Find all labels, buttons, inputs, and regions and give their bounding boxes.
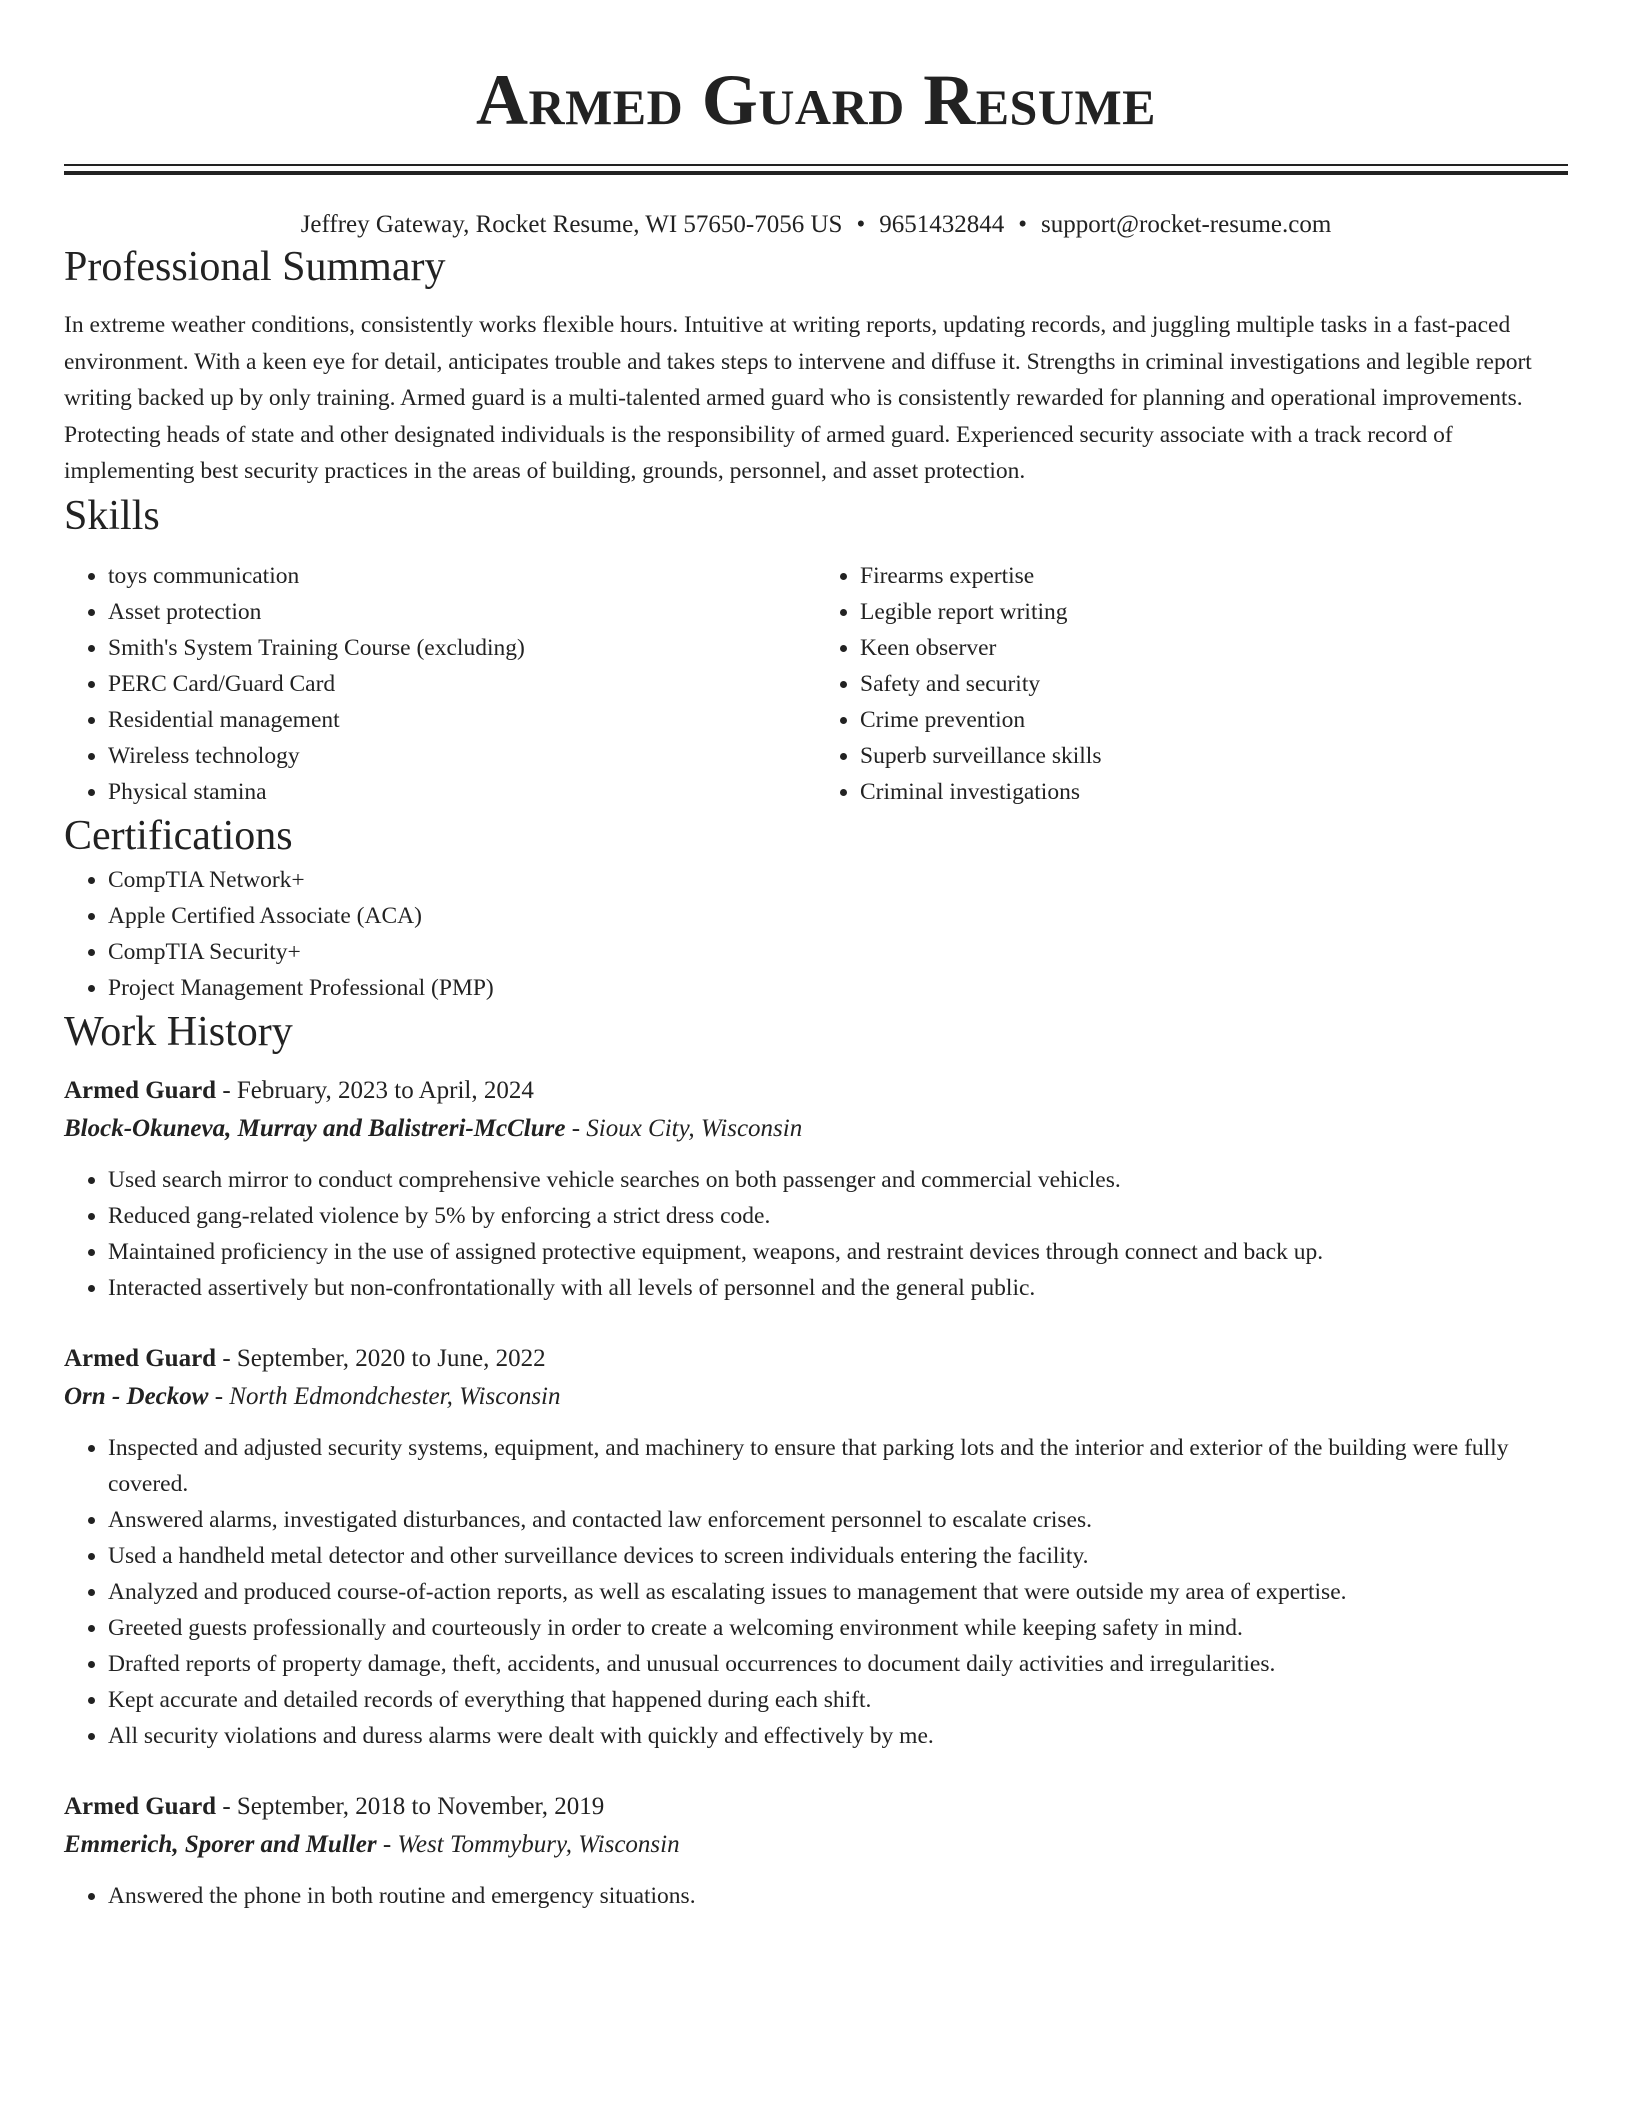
contact-line bbox=[64, 209, 1568, 241]
job-entry bbox=[64, 1788, 1568, 1914]
skill-item: • Wireless technology bbox=[108, 738, 816, 774]
skills-heading: Skills bbox=[64, 492, 160, 539]
job-duty: • Used search mirror to conduct comprehensive vehicle searches on both passenger and commercial vehicles. bbox=[108, 1162, 1568, 1198]
work-history-heading: Work History bbox=[64, 1008, 293, 1055]
job-duty: • Greeted guests professionally and courteously in order to create a welcoming environment while keeping safety in mind. bbox=[108, 1610, 1568, 1646]
job-duties-list bbox=[64, 1430, 1568, 1754]
job-duty: • Interacted assertively but non-confrontationally with all levels of personnel and the general public. bbox=[108, 1270, 1568, 1306]
job-dates: - September, 2020 to June, 2022 bbox=[216, 1344, 546, 1372]
job-duty: • Maintained proficiency in the use of assigned protective equipment, weapons, and restraint devices through connect and back up. bbox=[108, 1234, 1568, 1270]
contact-phone: 9651432844 bbox=[879, 211, 1005, 238]
job-duties-list bbox=[64, 1878, 1568, 1914]
job-location: - North Edmondchester, Wisconsin bbox=[208, 1382, 561, 1410]
skill-item: • Keen observer bbox=[860, 630, 1568, 666]
skills-list-right bbox=[816, 558, 1568, 810]
job-title-line bbox=[64, 1788, 1568, 1826]
certification-item: • Project Management Professional (PMP) bbox=[108, 970, 1568, 1006]
certification-item: • CompTIA Network+ bbox=[108, 862, 1568, 898]
skill-item: • toys communication bbox=[108, 558, 816, 594]
job-entry bbox=[64, 1340, 1568, 1754]
certifications-list bbox=[64, 862, 1568, 1006]
contact-email: support@rocket-resume.com bbox=[1041, 211, 1332, 238]
job-role: Armed Guard bbox=[64, 1792, 217, 1820]
contact-separator: • bbox=[856, 211, 866, 238]
job-company-line bbox=[64, 1826, 1568, 1864]
skill-item: • Asset protection bbox=[108, 594, 816, 630]
skills-grid bbox=[64, 558, 1568, 810]
job-location: - West Tommybury, Wisconsin bbox=[376, 1830, 680, 1858]
certifications-heading: Certifications bbox=[64, 812, 293, 859]
skill-item: • Smith's System Training Course (excluding) bbox=[108, 630, 816, 666]
title-double-rule bbox=[64, 164, 1568, 175]
job-role: Armed Guard bbox=[64, 1344, 217, 1372]
skill-item: • Crime prevention bbox=[860, 702, 1568, 738]
job-dates: - September, 2018 to November, 2019 bbox=[216, 1792, 605, 1820]
job-duty: • Inspected and adjusted security systems, equipment, and machinery to ensure that parking lots and the interior and exterior of the building were fully covered. bbox=[108, 1430, 1568, 1502]
job-company-line bbox=[64, 1110, 1568, 1148]
skills-list-left bbox=[64, 558, 816, 810]
job-location: - Sioux City, Wisconsin bbox=[565, 1114, 803, 1142]
job-duty: • Used a handheld metal detector and other surveillance devices to screen individuals entering the facility. bbox=[108, 1538, 1568, 1574]
job-title-line bbox=[64, 1340, 1568, 1378]
job-duty: • Drafted reports of property damage, theft, accidents, and unusual occurrences to document daily activities and irregularities. bbox=[108, 1646, 1568, 1682]
summary-text: In extreme weather conditions, consistently works flexible hours. Intuitive at writing reports, updating records, and juggling multiple tasks in a fast-paced environment. With a keen eye for detail, anticipates trouble and takes steps to intervene and diffuse it. Strengths in criminal investigations and legible report writing backed up by only training. Armed guard is a multi-talented armed guard who is consistently rewarded for planning and operational improvements. Protecting heads of state and other designated individuals is the responsibility of armed guard. Experienced security associate with a track record of implementing best security practices in the areas of building, grounds, personnel, and asset protection. bbox=[64, 312, 1532, 484]
skill-item: • Criminal investigations bbox=[860, 774, 1568, 810]
resume-title: Armed Guard Resume bbox=[476, 60, 1156, 140]
job-role: Armed Guard bbox=[64, 1076, 217, 1104]
job-company-line bbox=[64, 1378, 1568, 1416]
job-company: Emmerich, Sporer and Muller bbox=[64, 1830, 377, 1858]
certification-item: • Apple Certified Associate (ACA) bbox=[108, 898, 1568, 934]
job-duty: • Answered alarms, investigated disturbances, and contacted law enforcement personnel to escalate crises. bbox=[108, 1502, 1568, 1538]
skill-item: • Superb surveillance skills bbox=[860, 738, 1568, 774]
skill-item: • Legible report writing bbox=[860, 594, 1568, 630]
contact-separator: • bbox=[1018, 211, 1027, 238]
job-title-line bbox=[64, 1072, 1568, 1110]
skill-item: • Firearms expertise bbox=[860, 558, 1568, 594]
summary-heading: Professional Summary bbox=[64, 244, 446, 290]
skill-item: • Safety and security bbox=[860, 666, 1568, 702]
job-duty: • All security violations and duress alarms were dealt with quickly and effectively by me. bbox=[108, 1718, 1568, 1754]
certification-item: • CompTIA Security+ bbox=[108, 934, 1568, 970]
skill-item: • Residential management bbox=[108, 702, 816, 738]
job-duty: • Kept accurate and detailed records of everything that happened during each shift. bbox=[108, 1682, 1568, 1718]
contact-address: Jeffrey Gateway, Rocket Resume, WI 57650-7056 US bbox=[300, 211, 843, 238]
job-company: Orn - Deckow bbox=[64, 1382, 209, 1410]
job-duties-list bbox=[64, 1162, 1568, 1306]
job-duty: • Answered the phone in both routine and emergency situations. bbox=[108, 1878, 1568, 1914]
job-duty: • Reduced gang-related violence by 5% by enforcing a strict dress code. bbox=[108, 1198, 1568, 1234]
job-dates: - February, 2023 to April, 2024 bbox=[216, 1076, 534, 1104]
job-entry bbox=[64, 1072, 1568, 1306]
skill-item: • Physical stamina bbox=[108, 774, 816, 810]
job-duty: • Analyzed and produced course-of-action reports, as well as escalating issues to management that were outside my area of expertise. bbox=[108, 1574, 1568, 1610]
skill-item: • PERC Card/Guard Card bbox=[108, 666, 816, 702]
job-company: Block-Okuneva, Murray and Balistreri-McClure bbox=[64, 1114, 566, 1142]
